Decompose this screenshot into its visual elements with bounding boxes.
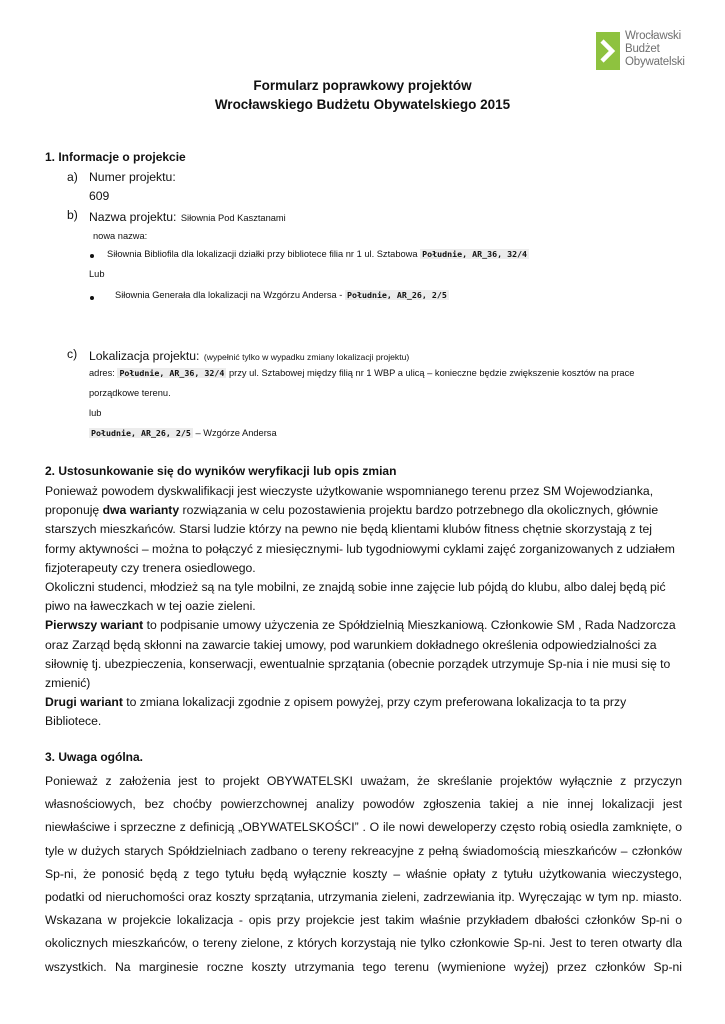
section-2-body	[45, 482, 685, 732]
text-run: to podpisanie umowy użyczenia ze Spółdzielnią Mieszkaniową. Członkowie SM , Rada Nadzorcza	[143, 618, 676, 633]
paragraph-line	[45, 501, 685, 520]
location-note: (wypełnić tylko w wypadku zmiany lokalizacji projektu)	[203, 352, 410, 362]
paragraph-line: fizjoterapeuty czy trenera osiedlowego.	[45, 560, 256, 575]
project-number-label: Numer projektu:	[89, 170, 176, 184]
project-name-row	[89, 208, 286, 226]
address-line-2	[89, 428, 277, 438]
or-separator: Lub	[89, 269, 105, 279]
paragraph-line: Ponieważ powodem dyskwalifikacji jest wieczyste użytkowanie wspomnianego terenu przez SM Wojewodzianka,	[45, 484, 654, 498]
paragraph-line: starszych mieszkańców. Starsi ludzie którzy na pewno nie będą klientami klubów fitness chętnie skorzystają z tej	[45, 522, 652, 537]
paragraph-line: Bibliotece.	[45, 714, 102, 729]
logo-text	[625, 30, 685, 70]
address-code: Południe, AR_36, 32/4	[119, 368, 225, 378]
document-title-line-1: Formularz poprawkowy projektów	[253, 78, 472, 93]
new-name-label: nowa nazwa:	[93, 231, 148, 241]
paragraph-line: Okoliczni studenci, młodzież są na tyle mobilni, ze znajdą sobie inne zajęcie lub pójdą do klubu, albo dalej będą pić	[45, 580, 666, 595]
item-b-marker: b)	[67, 208, 78, 222]
paragraph-line: Ponieważ z założenia jest to projekt OBYWATELSKI uważam, że skreślanie projektów wyłącznie z przyczyn	[45, 774, 682, 788]
address-rest: przy ul. Sztabowej między filią nr 1 WBP a ulicą – konieczne będzie zwiększenie kosztów na prace	[228, 368, 635, 378]
option-2-text: Siłownia Generała dla lokalizacji na Wzgórzu Andersa -	[115, 290, 343, 300]
text-run: proponuję	[45, 503, 103, 518]
text-run: rozwiązania w celu pozostawienia projektu bardzo potrzebnego dla okolicznych, głównie	[179, 503, 659, 518]
item-c-marker: c)	[67, 347, 78, 361]
option-1-text: Siłownia Bibliofila dla lokalizacji działki przy bibliotece filia nr 1 ul. Sztabowa	[107, 249, 418, 259]
logo-line-3: Obywatelski	[625, 56, 685, 69]
paragraph-line: niewłaściwe i sprzeczne z definicją „OBYWATELSKOŚCI” . O ile nowi deweloperzy często robią osiedla zamknięte, o	[45, 820, 682, 835]
address-continuation: porządkowe terenu.	[89, 388, 171, 398]
emphasis-first-variant: Pierwszy wariant	[45, 618, 144, 633]
document-title-line-2: Wrocławskiego Budżetu Obywatelskiego 2015	[214, 97, 511, 112]
section-2-heading: 2. Ustosunkowanie się do wyników weryfikacji lub opis zmian	[45, 464, 397, 478]
address-prefix: adres:	[89, 368, 115, 378]
section-1-heading: 1. Informacje o projekcie	[45, 150, 186, 164]
text-run: to zmiana lokalizacji zgodnie z opisem powyżej, przy czym preferowana lokalizacja to ta przy	[122, 695, 627, 710]
paragraph-line: Wskazana w projekcie lokalizacja - opis przy projekcie jest takim właśnie przykładem dbałości członków Sp-ni o	[45, 913, 682, 928]
paragraph-line: piwo na ławeczkach w tej oazie zieleni.	[45, 599, 256, 614]
project-name-value: Siłownia Pod Kasztanami	[180, 213, 286, 223]
project-name-label: Nazwa projektu:	[89, 210, 177, 224]
new-name-option-2	[115, 290, 449, 300]
paragraph-line: zmienić)	[45, 676, 91, 691]
logo-line-2: Budżet	[625, 43, 660, 56]
wbo-logo	[596, 32, 696, 76]
address-line	[89, 368, 634, 378]
paragraph-line	[45, 616, 685, 635]
paragraph-line: oraz Zarząd będą skłonni na zawarcie takiej umowy, pod warunkiem dokładnego określenia odpowiedzialności za	[45, 637, 657, 652]
paragraph-line: siłownię tj. ubezpieczenia, konserwacji, ewentualnie sprzątania (obecnie porządek utrzymuje Sp-nia i nie musi się to	[45, 656, 671, 671]
location-label: Lokalizacja projektu:	[89, 349, 200, 363]
bullet-icon	[90, 296, 94, 300]
emphasis-two-variants: dwa warianty	[102, 503, 180, 518]
paragraph-line: wszystkich. Na marginesie roczne koszty utrzymania tego terenu (wymienione wyżej) przez członków Sp-ni	[45, 959, 682, 974]
paragraph-line	[45, 693, 685, 712]
item-a-marker: a)	[67, 170, 78, 184]
paragraph-line: własnościowych, bez choćby powierzchownej analizy powodów zgłoszenia takiej a nie innej lokalizacji jest	[45, 797, 682, 812]
option-1-code: Południe, AR_36, 32/4	[422, 249, 528, 259]
paragraph-line: okolicznych mieszkańców, o tereny zielone, z których korzystają nie tylko członkowie Sp-ni. Jest to teren otwarty dla	[45, 936, 682, 951]
option-2-code: Południe, AR_26, 2/5	[346, 290, 447, 300]
location-row	[89, 347, 409, 365]
logo-chevron-icon	[596, 32, 620, 70]
section-3-body	[45, 770, 682, 979]
emphasis-second-variant: Drugi wariant	[45, 695, 123, 710]
paragraph-line: tyle w dużych starych Spółdzielniach zadbano o tereny rekreacyjne z pełną świadomością mieszkańców – członków	[45, 843, 682, 858]
new-name-option-1	[107, 249, 529, 259]
section-3-heading: 3. Uwaga ogólna.	[45, 750, 144, 764]
address-2-rest: – Wzgórze Andersa	[195, 428, 277, 438]
address-2-code: Południe, AR_26, 2/5	[91, 428, 191, 438]
paragraph-line: Sp-ni, że ponosić będą z tego tytułu będą wyłącznie koszty – właśnie opłaty z tytułu użytkowania wieczystego,	[45, 866, 682, 881]
project-number-value: 609	[89, 189, 110, 203]
or-separator-2: lub	[89, 408, 102, 418]
bullet-icon	[90, 254, 94, 258]
paragraph-line: podatki od nieruchomości oraz koszty sprzątania, utrzymania zieleni, zadrzewiania itp. Wyręczając w tym np. miasto.	[45, 890, 682, 905]
paragraph-line: formy aktywności – można to połączyć z miesięcznymi- lub tygodniowymi cyklami zajęć zorganizowanych z udziałem	[45, 541, 675, 556]
logo-line-1: Wrocławski	[625, 30, 681, 42]
